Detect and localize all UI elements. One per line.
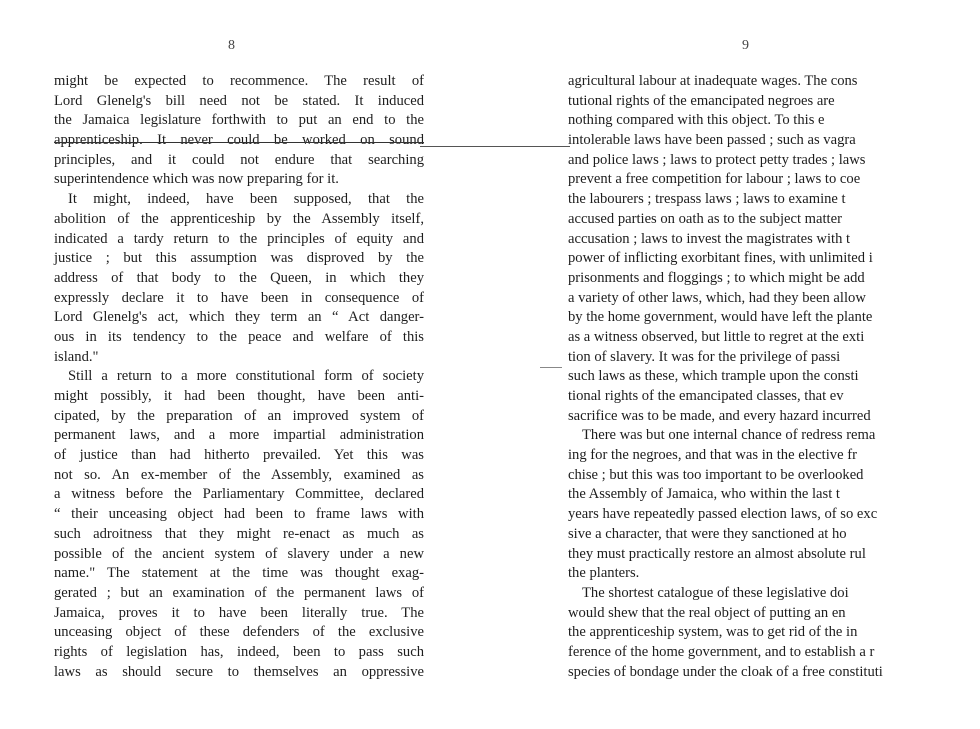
text-line: The shortest catalogue of these legislative doi (582, 584, 849, 601)
text-line: abolition of the apprenticeship by the Assembly itself, (54, 210, 424, 227)
text-line: indicated a tardy return to the principles of equity and (54, 230, 424, 247)
text-line: There was but one internal chance of redress rema (582, 427, 876, 444)
text-line: power of inflicting exorbitant fines, with unlimited i (568, 250, 873, 267)
text-line: address of that body to the Queen, in which they (54, 269, 424, 286)
text-line: nothing compared with this object. To this e (568, 112, 825, 129)
text-line: intolerable laws have been passed ; such as vagra (568, 132, 856, 149)
text-line: prevent a free competition for labour ; laws to coe (568, 171, 861, 188)
right-page-number: 9 (742, 38, 749, 53)
text-line: Lord Glenelg's bill need not be stated. It induced (54, 92, 424, 109)
text-line: cipated, by the preparation of an improved system of (54, 407, 424, 424)
text-line: rights of legislation has, indeed, been to pass such (54, 643, 424, 660)
text-line: It might, indeed, have been supposed, that the (68, 191, 424, 208)
text-line: of justice than had hitherto prevailed. Yet this was (54, 447, 424, 464)
text-line: expressly declare it to have been in consequence of (54, 289, 424, 306)
text-line: name." The statement at the time was thought exag- (54, 565, 424, 582)
text-line: might possibly, it had been thought, have been anti- (54, 388, 424, 404)
text-line: laws as should secure to themselves an oppressive (54, 663, 424, 680)
text-line: Jamaica, proves it to have been literally true. The (54, 604, 424, 621)
text-line: justice ; but this assumption was disproved by the (54, 250, 424, 267)
text-line: permanent laws, and a more impartial administration (54, 427, 424, 444)
text-line: and police laws ; laws to protect petty trades ; laws (568, 151, 866, 168)
text-line: agricultural labour at inadequate wages. The cons (568, 73, 858, 89)
text-line: sacrifice was to be made, and every hazard incurred (568, 407, 871, 424)
right-page-text (568, 72, 980, 682)
text-line: species of bondage under the cloak of a free constituti (568, 663, 883, 680)
text-line: such laws as these, which trample upon the consti (568, 368, 859, 385)
text-line: a variety of other laws, which, had they been allow (568, 289, 866, 306)
text-line: Lord Glenelg's act, which they term an “ Act danger- (54, 309, 424, 326)
text-line: superintendence which was now preparing for it. (54, 171, 339, 188)
text-line: accused parties on oath as to the subject matter (568, 210, 842, 227)
text-line: possible of the ancient system of slavery under a new (54, 545, 424, 562)
text-line: they must practically restore an almost absolute rul (568, 545, 866, 562)
text-line: by the home government, would have left the plante (568, 309, 873, 326)
text-line: might be expected to recommence. The result of (54, 73, 424, 89)
text-line: such adroitness that they might re-enact as much as (54, 525, 424, 542)
text-line: a witness before the Parliamentary Committee, declared (54, 486, 424, 503)
text-line: would shew that the real object of putting an en (568, 604, 846, 621)
text-line: the planters. (568, 565, 640, 582)
text-line: Still a return to a more constitutional form of society (68, 368, 424, 385)
text-line: the Jamaica legislature forthwith to put an end to the (54, 112, 424, 129)
text-line: ous in its tendency to the peace and welfare of this (54, 328, 424, 345)
text-line: principles, and it could not endure that searching (54, 151, 424, 168)
text-line: chise ; but this was too important to be overlooked (568, 466, 864, 483)
text-line: gerated ; but an examination of the permanent laws of (54, 584, 424, 601)
struck-text-line: apprenticeship. It never could be worked on sound (54, 131, 424, 151)
stray-rule-line (420, 146, 570, 147)
text-line: tutional rights of the emancipated negroes are (568, 92, 835, 109)
text-line: “ their unceasing object had been to frame laws with (54, 506, 424, 523)
text-line: ing for the negroes, and that was in the elective fr (568, 447, 857, 464)
left-page-number: 8 (228, 38, 235, 53)
text-line: the apprenticeship system, was to get rid of the in (568, 624, 858, 641)
text-line: not so. An ex-member of the Assembly, examined as (54, 466, 424, 483)
text-line: tional rights of the emancipated classes, that ev (568, 388, 844, 404)
text-line: years have repeatedly passed election laws, of so exc (568, 506, 878, 523)
text-line: ference of the home government, and to establish a r (568, 643, 875, 660)
text-line: the labourers ; trespass laws ; laws to examine t (568, 191, 846, 208)
stray-mark (540, 367, 562, 368)
text-line: prisonments and floggings ; to which might be add (568, 269, 865, 286)
text-line: as a witness observed, but little to regret at the exti (568, 328, 865, 345)
text-line: the Assembly of Jamaica, who within the last t (568, 486, 840, 503)
text-line: accusation ; laws to invest the magistrates with t (568, 230, 851, 247)
text-line: island." (54, 348, 99, 365)
text-line: unceasing object of these defenders of the exclusive (54, 624, 424, 641)
left-page-text (54, 72, 424, 682)
text-line: tion of slavery. It was for the privilege of passi (568, 348, 841, 365)
text-line: sive a character, that were they sanctioned at ho (568, 525, 847, 542)
